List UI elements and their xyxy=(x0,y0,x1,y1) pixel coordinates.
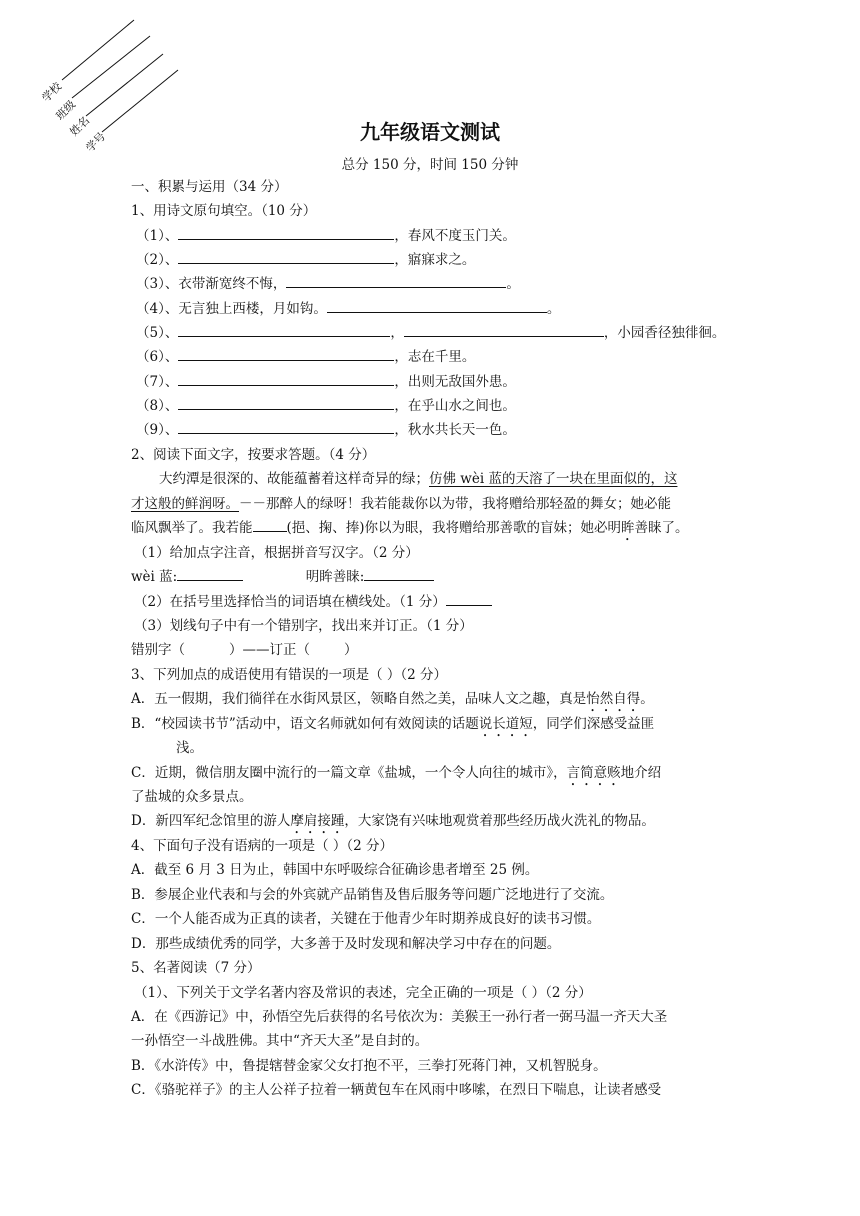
q4-option-b: B．参展企业代表和与会的外宾就产品销售及售后服务等问题广泛地进行了交流。 xyxy=(131,887,614,903)
binding-school-label: 学校 xyxy=(39,79,65,105)
binding-name-label: 姓名 xyxy=(67,113,93,139)
answer-blank[interactable] xyxy=(178,251,394,264)
q3-option-a: A．五一假期，我们徜徉在水街风景区，领略自然之美，品味人文之趣，真是怡然自得。 xyxy=(131,691,654,707)
answer-blank[interactable] xyxy=(253,519,287,532)
page-subtitle: 总分 150 分，时间 150 分钟 xyxy=(341,157,519,173)
dotted-idiom: 怡然自得 xyxy=(586,691,641,707)
q5-option-b: B．《水浒传》中，鲁提辖替金家父女打抱不平，三拳打死蒋门神，又机智脱身。 xyxy=(131,1058,607,1074)
q3-option-c-cont: 了盐城的众多景点。 xyxy=(131,789,253,805)
dotted-idiom: 说长道短 xyxy=(478,716,533,732)
section-heading: 一、积累与运用（34 分） xyxy=(131,179,288,195)
q2-typo-answer: 错别字（ ）——订正（ ） xyxy=(131,642,358,658)
q4-heading: 4、下面句子没有语病的一项是（ ）（2 分） xyxy=(131,838,394,854)
underlined-sentence: 仿佛 wèi 蓝的天溶了一块在里面似的，这 xyxy=(429,471,678,487)
q2-sub3: （3）划线句子中有一个错别字，找出来并订正。（1 分） xyxy=(134,618,473,634)
q4-option-a: A．截至 6 月 3 日为止，韩国中东呼吸综合征确诊患者增至 25 例。 xyxy=(131,862,539,878)
q1-heading: 1、用诗文原句填空。（10 分） xyxy=(131,203,317,219)
q3-option-b-cont: 浅。 xyxy=(176,740,203,756)
q1-item-9: （9）、 ，秋水共长天一色。 xyxy=(136,422,516,438)
answer-blank[interactable] xyxy=(446,593,492,606)
dotted-idiom: 摩肩接踵 xyxy=(290,813,345,829)
answer-blank[interactable] xyxy=(178,373,394,386)
q5-option-a-cont: 一孙悟空一斗战胜佛。其中“齐天大圣”是自封的。 xyxy=(131,1033,429,1049)
dotted-idiom: 言简意赅 xyxy=(566,765,621,781)
q1-item-2: （2）、 ，寤寐求之。 xyxy=(136,252,476,268)
q2-pinyin-answers: wèi 蓝: 明眸善睐: xyxy=(131,568,434,586)
answer-blank[interactable] xyxy=(364,568,434,581)
answer-blank[interactable] xyxy=(178,397,394,410)
q3-option-c: C．近期，微信朋友圈中流行的一篇文章《盐城，一个令人向往的城市》，言简意赅地介绍 xyxy=(131,765,662,781)
q2-sub1: （1）给加点字注音，根据拼音写汉字。（2 分） xyxy=(134,545,419,561)
q2-passage-line-3: 临风飘举了。我若能 (挹、掬、捧)你以为眼，我将赠给那善歌的盲妹；她必明眸善睐了。 xyxy=(131,520,689,536)
q5-option-a: A．在《西游记》中，孙悟空先后获得的名号依次为：美猴王一孙行者一弼马温一齐天大圣 xyxy=(131,1009,668,1025)
q4-option-c: C．一个人能否成为正真的读者，关键在于他青少年时期养成良好的读书习惯。 xyxy=(131,911,601,927)
q1-item-8: （8）、 ，在乎山水之间也。 xyxy=(136,398,516,414)
q3-option-d: D．新四军纪念馆里的游人摩肩接踵，大家饶有兴味地观赏着那些经历战火洗礼的物品。 xyxy=(131,813,655,829)
answer-blank[interactable] xyxy=(178,324,390,337)
q1-item-3: （3）、衣带渐宽终不悔， 。 xyxy=(136,276,520,292)
q5-sub1: （1）、下列关于文学名著内容及常识的表述，完全正确的一项是（ ）（2 分） xyxy=(134,985,592,1001)
answer-blank[interactable] xyxy=(177,568,243,581)
page-title: 九年级语文测试 xyxy=(360,120,500,144)
binding-class-label: 班级 xyxy=(53,97,79,123)
underlined-sentence: 才这般的鲜润呀。 xyxy=(131,496,239,512)
q1-item-5: （5）、 ， ，小园香径独徘徊。 xyxy=(136,325,726,341)
q1-item-6: （6）、 ，志在千里。 xyxy=(136,349,476,365)
answer-blank[interactable] xyxy=(178,227,394,240)
answer-blank[interactable] xyxy=(327,300,547,313)
q4-option-d: D．那些成绩优秀的同学，大多善于及时发现和解决学习中存在的问题。 xyxy=(131,936,561,952)
q3-heading: 3、下列加点的成语使用有错误的一项是（ ）（2 分） xyxy=(131,667,448,683)
answer-blank[interactable] xyxy=(286,275,506,288)
q2-sub2: （2）在括号里选择恰当的词语填在横线处。（1 分） xyxy=(134,593,492,611)
q5-heading: 5、名著阅读（7 分） xyxy=(131,960,261,976)
q5-option-c: C．《骆驼祥子》的主人公祥子拉着一辆黄包车在风雨中哆嗦，在烈日下喘息，让读者感受 xyxy=(131,1082,662,1098)
binding-number-label: 学号 xyxy=(83,129,109,155)
q3-option-b: B．“校园读书节”活动中，语文名师就如何有效阅读的话题说长道短，同学们深感受益匪 xyxy=(131,716,655,732)
answer-blank[interactable] xyxy=(404,324,604,337)
q2-passage-line-1: 大约潭是很深的、故能蕴蓄着这样奇异的绿；仿佛 wèi 蓝的天溶了一块在里面似的，这 xyxy=(159,471,678,487)
q1-item-4: （4）、无言独上西楼，月如钩。 。 xyxy=(136,301,561,317)
q1-item-1: （1）、 ，春风不度玉门关。 xyxy=(136,228,516,244)
q2-heading: 2、阅读下面文字，按要求答题。（4 分） xyxy=(131,447,376,463)
answer-blank[interactable] xyxy=(178,421,394,434)
dotted-char: 眸 xyxy=(621,520,635,536)
answer-blank[interactable] xyxy=(178,348,394,361)
q2-passage-line-2: 才这般的鲜润呀。－－那醉人的绿呀！我若能裁你以为带，我将赠给那轻盈的舞女；她必能 xyxy=(131,496,671,512)
q1-item-7: （7）、 ，出则无敌国外患。 xyxy=(136,374,516,390)
